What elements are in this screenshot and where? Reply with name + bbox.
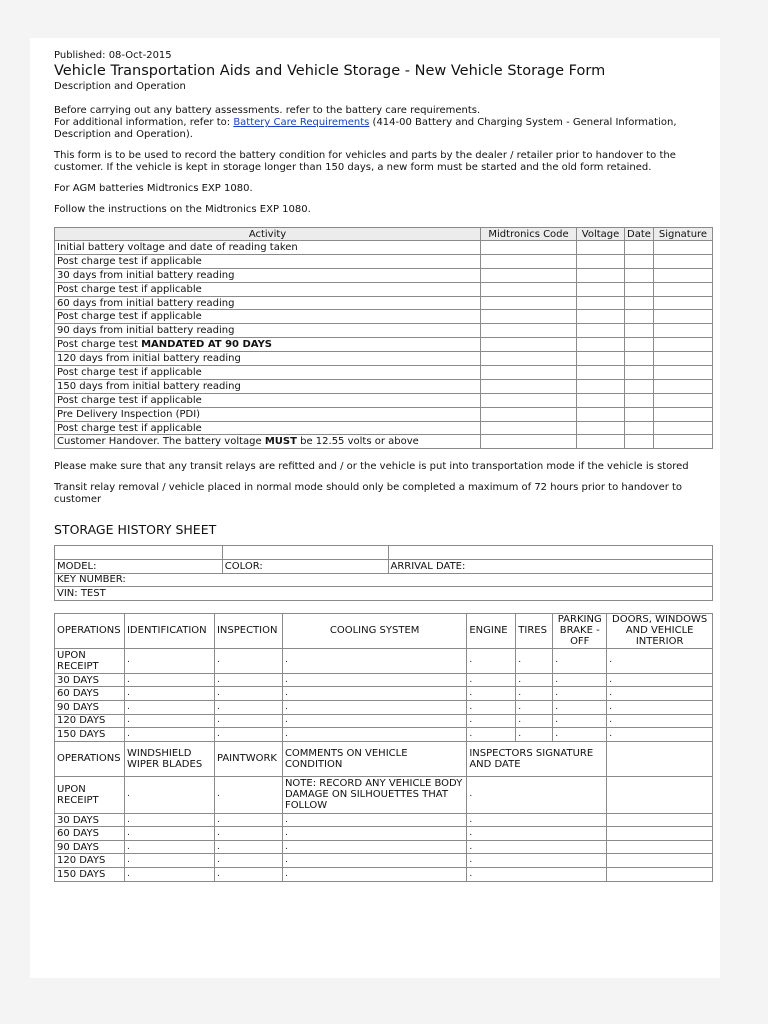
signature-cell[interactable] xyxy=(653,379,712,393)
date-cell[interactable] xyxy=(625,435,654,449)
color-label: COLOR: xyxy=(222,559,388,573)
operations-header-cell: IDENTIFICATION xyxy=(124,613,214,648)
activity-cell: 150 days from initial battery reading xyxy=(55,379,481,393)
date-cell[interactable] xyxy=(625,324,654,338)
midtronics-code-cell[interactable] xyxy=(481,324,577,338)
date-cell[interactable] xyxy=(625,366,654,380)
voltage-cell[interactable] xyxy=(577,407,625,421)
operations-table-body xyxy=(55,613,713,881)
table-row xyxy=(55,840,713,854)
date-cell[interactable] xyxy=(625,310,654,324)
signature-cell[interactable] xyxy=(653,435,712,449)
entry-cell[interactable]: . xyxy=(282,813,466,827)
entry-cell[interactable]: . xyxy=(214,776,282,813)
period-label: 90 DAYS xyxy=(55,700,125,714)
activity-cell: Initial battery voltage and date of reading taken xyxy=(55,241,481,255)
transit-note-2: Transit relay removal / vehicle placed in normal mode should only be completed a maximum of 72 hours prior to handover to customer xyxy=(54,482,683,506)
table-row xyxy=(55,559,713,573)
table-row xyxy=(55,407,713,421)
table-row xyxy=(55,435,713,449)
signature-cell[interactable] xyxy=(653,352,712,366)
entry-cell[interactable]: . xyxy=(124,673,214,687)
entry-cell[interactable]: . xyxy=(607,687,713,701)
table-row xyxy=(55,338,713,352)
entry-cell[interactable]: . xyxy=(214,728,282,742)
operations-header-cell: WINDSHIELD WIPER BLADES xyxy=(124,741,214,776)
midtronics-code-cell[interactable] xyxy=(481,366,577,380)
entry-cell[interactable]: . xyxy=(282,854,466,868)
activity-cell: Post charge test if applicable xyxy=(55,393,481,407)
signature-cell[interactable] xyxy=(653,407,712,421)
entry-cell[interactable]: . xyxy=(607,700,713,714)
signature-cell[interactable] xyxy=(653,393,712,407)
entry-cell[interactable]: . xyxy=(467,687,516,701)
date-cell[interactable] xyxy=(625,421,654,435)
entry-cell[interactable]: . xyxy=(124,700,214,714)
voltage-cell[interactable] xyxy=(577,241,625,255)
entry-cell[interactable]: . xyxy=(214,840,282,854)
operations-header-cell: OPERATIONS xyxy=(55,741,125,776)
signature-cell[interactable] xyxy=(653,268,712,282)
date-cell[interactable] xyxy=(625,296,654,310)
entry-cell[interactable]: . xyxy=(214,868,282,882)
entry-cell[interactable]: . xyxy=(214,813,282,827)
table-row xyxy=(55,366,713,380)
date-cell[interactable] xyxy=(625,407,654,421)
period-label: UPON RECEIPT xyxy=(55,648,125,673)
period-label: 60 DAYS xyxy=(55,687,125,701)
entry-cell[interactable]: . xyxy=(516,728,553,742)
entry-cell[interactable]: . xyxy=(516,714,553,728)
signature-cell[interactable] xyxy=(653,254,712,268)
entry-cell[interactable]: . xyxy=(467,648,516,673)
activity-cell: Post charge test if applicable xyxy=(55,310,481,324)
table-row xyxy=(55,324,713,338)
date-cell[interactable] xyxy=(625,268,654,282)
table-row xyxy=(55,546,713,560)
header-voltage: Voltage xyxy=(577,228,625,241)
date-cell[interactable] xyxy=(625,241,654,255)
period-label: 60 DAYS xyxy=(55,827,125,841)
table-header-row xyxy=(55,228,713,241)
table-row xyxy=(55,827,713,841)
battery-record-table xyxy=(54,227,713,449)
table-row xyxy=(55,241,713,255)
header-signature: Signature xyxy=(653,228,712,241)
entry-cell[interactable]: . xyxy=(124,714,214,728)
voltage-cell[interactable] xyxy=(577,324,625,338)
entry-cell[interactable]: . xyxy=(467,714,516,728)
table-row xyxy=(55,421,713,435)
midtronics-code-cell[interactable] xyxy=(481,421,577,435)
entry-cell[interactable]: . xyxy=(607,673,713,687)
midtronics-code-cell[interactable] xyxy=(481,352,577,366)
entry-cell[interactable]: . xyxy=(467,840,607,854)
voltage-cell[interactable] xyxy=(577,282,625,296)
entry-cell[interactable]: . xyxy=(124,827,214,841)
date-cell[interactable] xyxy=(625,338,654,352)
entry-cell[interactable]: . xyxy=(282,687,466,701)
operations-header-cell: TIRES xyxy=(516,613,553,648)
operations-header-cell: COOLING SYSTEM xyxy=(282,613,466,648)
entry-cell[interactable]: . xyxy=(214,673,282,687)
entry-cell[interactable]: . xyxy=(607,714,713,728)
signature-cell[interactable] xyxy=(653,324,712,338)
entry-cell[interactable] xyxy=(607,840,713,854)
operations-header-row xyxy=(55,613,713,648)
intro-paragraph-3: For AGM batteries Midtronics EXP 1080. xyxy=(54,183,253,194)
intro-line-1: Before carrying out any battery assessments. refer to the battery care requirements. xyxy=(54,105,481,116)
operations-header-cell: ENGINE xyxy=(467,613,516,648)
table-row xyxy=(55,813,713,827)
entry-cell[interactable]: . xyxy=(516,687,553,701)
table-row xyxy=(55,254,713,268)
entry-cell[interactable]: . xyxy=(467,868,607,882)
voltage-cell[interactable] xyxy=(577,310,625,324)
period-label: 150 DAYS xyxy=(55,868,125,882)
page-subtitle: Description and Operation xyxy=(54,81,186,92)
operations-header-cell: INSPECTORS SIGNATURE AND DATE xyxy=(467,741,607,776)
header-midtronics-code: Midtronics Code xyxy=(481,228,577,241)
table-row xyxy=(55,687,713,701)
entry-cell[interactable]: . xyxy=(467,728,516,742)
signature-cell[interactable] xyxy=(653,241,712,255)
table-row xyxy=(55,728,713,742)
table-row xyxy=(55,868,713,882)
date-cell[interactable] xyxy=(625,393,654,407)
voltage-cell[interactable] xyxy=(577,393,625,407)
date-cell[interactable] xyxy=(625,254,654,268)
operations-header-cell: DOORS, WINDOWS AND VEHICLE INTERIOR xyxy=(607,613,713,648)
operations-header-row xyxy=(55,741,713,776)
table-row xyxy=(55,310,713,324)
period-label: 120 DAYS xyxy=(55,854,125,868)
entry-cell[interactable]: . xyxy=(553,673,607,687)
comments-cell[interactable]: NOTE: RECORD ANY VEHICLE BODY DAMAGE ON SILHOUETTES THAT FOLLOW xyxy=(282,776,466,813)
entry-cell[interactable]: . xyxy=(214,714,282,728)
entry-cell[interactable]: . xyxy=(214,648,282,673)
intro-line-2: For additional information, refer to: Battery Care Requirements (414-00 Battery and Charging System - General Information, Description and Operation). xyxy=(54,117,677,140)
entry-cell[interactable] xyxy=(607,776,713,813)
date-cell[interactable] xyxy=(625,379,654,393)
entry-cell[interactable]: . xyxy=(607,648,713,673)
period-label: 150 DAYS xyxy=(55,728,125,742)
entry-cell[interactable] xyxy=(607,813,713,827)
operations-header-cell: OPERATIONS xyxy=(55,613,125,648)
entry-cell[interactable] xyxy=(607,854,713,868)
entry-cell[interactable]: . xyxy=(282,673,466,687)
transit-note-1: Please make sure that any transit relays are refitted and / or the vehicle is put into transportation mode if the vehicle is stored xyxy=(54,461,689,473)
midtronics-code-cell[interactable] xyxy=(481,310,577,324)
entry-cell[interactable]: . xyxy=(214,854,282,868)
table-row xyxy=(55,268,713,282)
entry-cell[interactable]: . xyxy=(553,648,607,673)
entry-cell[interactable]: . xyxy=(467,673,516,687)
midtronics-code-cell[interactable] xyxy=(481,393,577,407)
voltage-cell[interactable] xyxy=(577,352,625,366)
activity-cell: 90 days from initial battery reading xyxy=(55,324,481,338)
header-activity: Activity xyxy=(55,228,481,241)
operations-header-cell: PARKING BRAKE - OFF xyxy=(553,613,607,648)
entry-cell[interactable]: . xyxy=(282,868,466,882)
entry-cell[interactable]: . xyxy=(553,687,607,701)
activity-cell: Post charge test MANDATED AT 90 DAYS xyxy=(55,338,481,352)
battery-care-link[interactable]: Battery Care Requirements xyxy=(233,117,370,128)
activity-cell: Post charge test if applicable xyxy=(55,282,481,296)
entry-cell[interactable]: . xyxy=(467,854,607,868)
voltage-cell[interactable] xyxy=(577,296,625,310)
midtronics-code-cell[interactable] xyxy=(481,379,577,393)
entry-cell[interactable]: . xyxy=(282,840,466,854)
table-row xyxy=(55,854,713,868)
entry-cell[interactable]: . xyxy=(553,714,607,728)
voltage-cell[interactable] xyxy=(577,338,625,352)
entry-cell[interactable]: . xyxy=(282,827,466,841)
signature-cell[interactable] xyxy=(653,310,712,324)
period-label: 30 DAYS xyxy=(55,673,125,687)
entry-cell[interactable]: . xyxy=(553,728,607,742)
entry-cell[interactable]: . xyxy=(214,827,282,841)
vehicle-info-table xyxy=(54,545,713,600)
page-title: Vehicle Transportation Aids and Vehicle Storage - New Vehicle Storage Form xyxy=(54,63,606,79)
model-label: MODEL: xyxy=(55,559,223,573)
arrival-date-label: ARRIVAL DATE: xyxy=(388,559,713,573)
table-row xyxy=(55,587,713,601)
entry-cell[interactable]: . xyxy=(124,687,214,701)
activity-cell: 120 days from initial battery reading xyxy=(55,352,481,366)
activity-cell: Post charge test if applicable xyxy=(55,366,481,380)
voltage-cell[interactable] xyxy=(577,421,625,435)
period-label: UPON RECEIPT xyxy=(55,776,125,813)
signature-cell[interactable] xyxy=(653,338,712,352)
signature-cell[interactable] xyxy=(653,282,712,296)
entry-cell[interactable]: . xyxy=(124,813,214,827)
table-row xyxy=(55,776,713,813)
operations-header-cell: INSPECTION xyxy=(214,613,282,648)
voltage-cell[interactable] xyxy=(577,254,625,268)
operations-header-cell: PAINTWORK xyxy=(214,741,282,776)
vin-label: VIN: TEST xyxy=(55,587,713,601)
operations-table xyxy=(54,613,713,882)
intro-paragraph-4: Follow the instructions on the Midtronics EXP 1080. xyxy=(54,204,311,215)
activity-cell: 60 days from initial battery reading xyxy=(55,296,481,310)
header-date: Date xyxy=(625,228,654,241)
voltage-cell[interactable] xyxy=(577,268,625,282)
table-row xyxy=(55,296,713,310)
activity-cell: Customer Handover. The battery voltage MUST be 12.55 volts or above xyxy=(55,435,481,449)
entry-cell[interactable]: . xyxy=(124,648,214,673)
operations-header-cell xyxy=(607,741,713,776)
table-row xyxy=(55,573,713,587)
entry-cell[interactable]: . xyxy=(282,648,466,673)
table-row xyxy=(55,648,713,673)
activity-cell: Pre Delivery Inspection (PDI) xyxy=(55,407,481,421)
midtronics-code-cell[interactable] xyxy=(481,254,577,268)
table-row xyxy=(55,393,713,407)
entry-cell[interactable]: . xyxy=(124,868,214,882)
document-page xyxy=(30,38,720,978)
midtronics-code-cell[interactable] xyxy=(481,338,577,352)
battery-table-body xyxy=(55,241,713,449)
entry-cell[interactable]: . xyxy=(214,687,282,701)
entry-cell[interactable]: . xyxy=(553,700,607,714)
entry-cell[interactable]: . xyxy=(516,700,553,714)
signature-cell[interactable] xyxy=(653,366,712,380)
entry-cell[interactable] xyxy=(607,868,713,882)
activity-cell: Post charge test if applicable xyxy=(55,421,481,435)
entry-cell[interactable]: . xyxy=(467,813,607,827)
entry-cell[interactable]: . xyxy=(214,700,282,714)
entry-cell[interactable]: . xyxy=(282,700,466,714)
entry-cell[interactable] xyxy=(607,827,713,841)
entry-cell[interactable]: . xyxy=(124,854,214,868)
table-row xyxy=(55,700,713,714)
entry-cell[interactable]: . xyxy=(124,776,214,813)
table-row xyxy=(55,673,713,687)
entry-cell[interactable]: . xyxy=(516,648,553,673)
midtronics-code-cell[interactable] xyxy=(481,282,577,296)
signature-cell[interactable] xyxy=(653,296,712,310)
table-row xyxy=(55,352,713,366)
period-label: 30 DAYS xyxy=(55,813,125,827)
activity-cell: Post charge test if applicable xyxy=(55,254,481,268)
voltage-cell[interactable] xyxy=(577,379,625,393)
key-number-label: KEY NUMBER: xyxy=(55,573,713,587)
table-row xyxy=(55,379,713,393)
midtronics-code-cell[interactable] xyxy=(481,296,577,310)
voltage-cell[interactable] xyxy=(577,435,625,449)
storage-history-heading: STORAGE HISTORY SHEET xyxy=(54,522,217,538)
entry-cell[interactable]: . xyxy=(124,728,214,742)
entry-cell[interactable]: . xyxy=(467,700,516,714)
midtronics-code-cell[interactable] xyxy=(481,407,577,421)
entry-cell[interactable]: . xyxy=(516,673,553,687)
midtronics-code-cell[interactable] xyxy=(481,268,577,282)
date-cell[interactable] xyxy=(625,352,654,366)
entry-cell[interactable]: . xyxy=(467,776,607,813)
entry-cell[interactable]: . xyxy=(282,714,466,728)
period-label: 120 DAYS xyxy=(55,714,125,728)
activity-cell: 30 days from initial battery reading xyxy=(55,268,481,282)
entry-cell[interactable]: . xyxy=(467,827,607,841)
date-cell[interactable] xyxy=(625,282,654,296)
entry-cell[interactable]: . xyxy=(607,728,713,742)
signature-cell[interactable] xyxy=(653,421,712,435)
midtronics-code-cell[interactable] xyxy=(481,241,577,255)
midtronics-code-cell[interactable] xyxy=(481,435,577,449)
intro-paragraph-2: This form is to be used to record the battery condition for vehicles and parts by the dealer / retailer prior to handover to the customer. If the vehicle is kept in storage longer than 150 days, a new form must be started and the old form retained. xyxy=(54,150,676,173)
published-date: Published: 08-Oct-2015 xyxy=(54,50,172,61)
document-content xyxy=(54,50,714,882)
table-row xyxy=(55,282,713,296)
voltage-cell[interactable] xyxy=(577,366,625,380)
entry-cell[interactable]: . xyxy=(282,728,466,742)
entry-cell[interactable]: . xyxy=(124,840,214,854)
table-row xyxy=(55,714,713,728)
operations-header-cell: COMMENTS ON VEHICLE CONDITION xyxy=(282,741,466,776)
period-label: 90 DAYS xyxy=(55,840,125,854)
